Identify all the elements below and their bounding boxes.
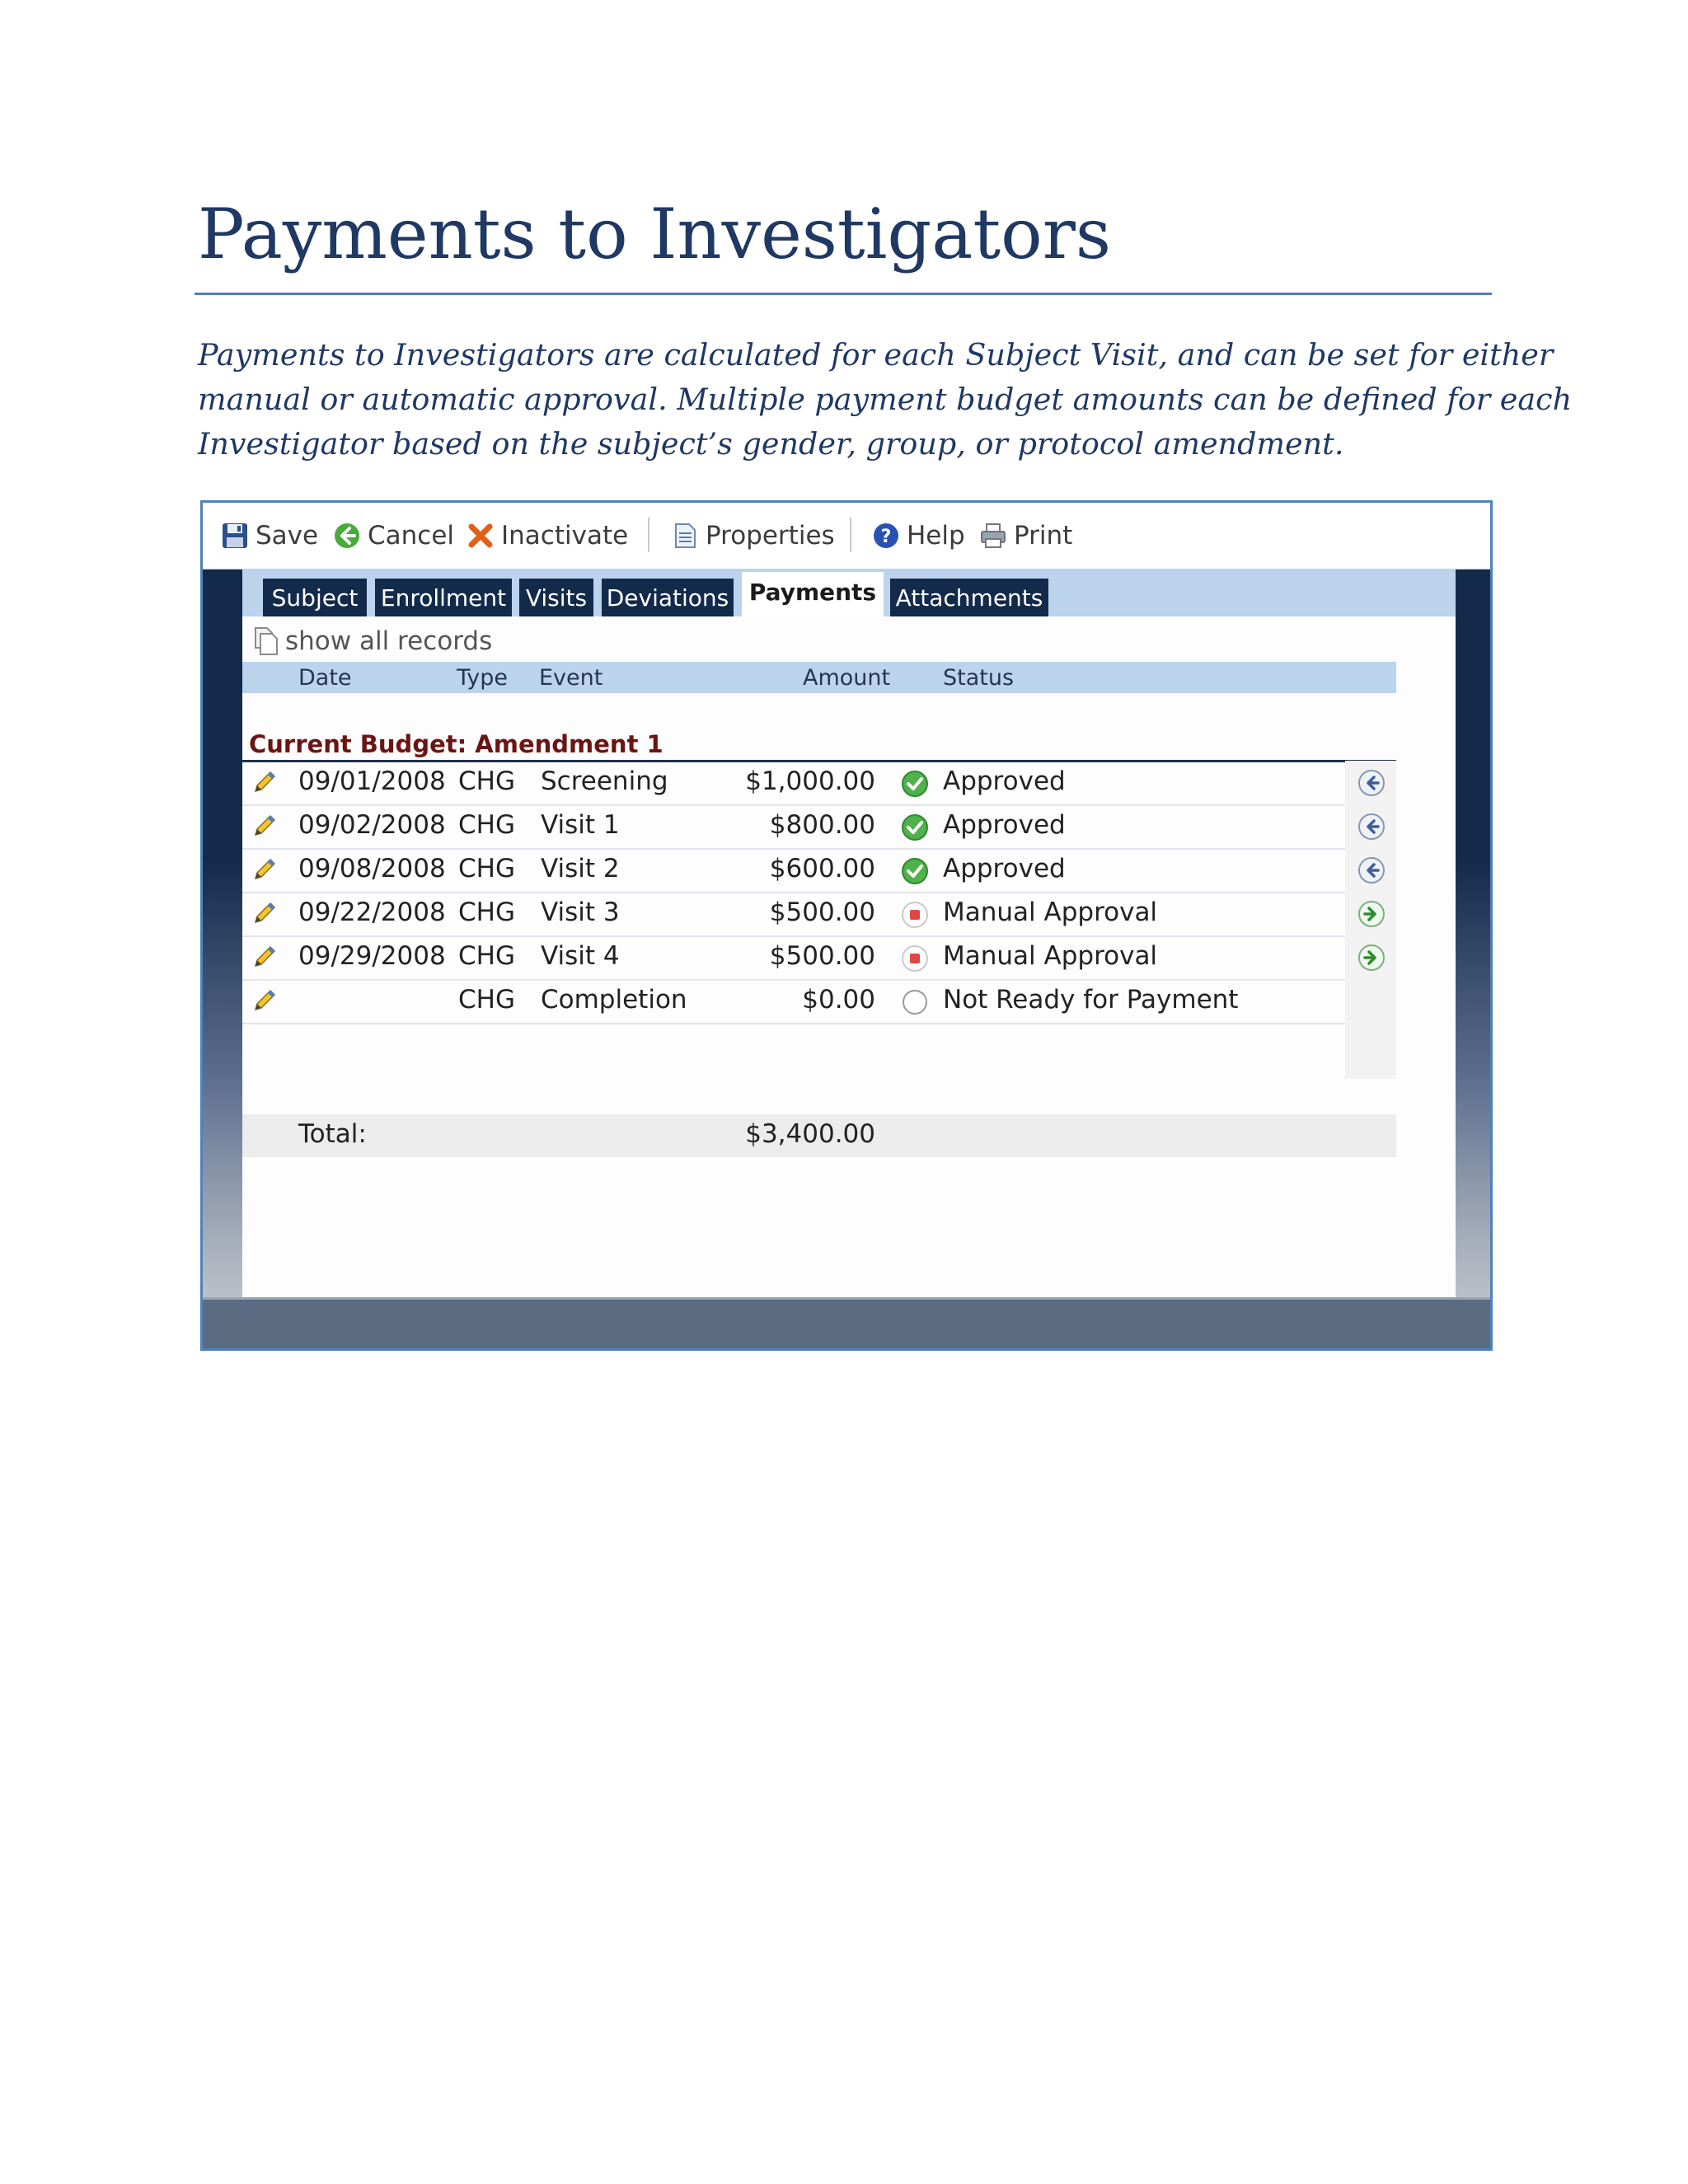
row-amount: $800.00 [769,810,875,840]
pencil-icon[interactable] [251,987,279,1015]
arrow-left-icon [1357,812,1386,841]
pencil-icon[interactable] [251,812,279,840]
tab-attachments[interactable]: Attachments [890,579,1048,616]
pencil-icon[interactable] [251,899,279,927]
check-circle-icon [900,769,930,799]
app-screenshot [200,500,1493,1351]
table-row [242,849,1345,893]
row-type: CHG [458,941,515,971]
tab-enrollment[interactable]: Enrollment [375,579,512,616]
print-button[interactable] [979,519,1072,552]
printer-icon [979,522,1007,550]
stop-circle-icon [900,944,930,973]
total-label: Total: [298,1119,367,1149]
row-event: Completion [541,985,687,1015]
toolbar-divider [850,518,851,552]
column-date[interactable]: Date [298,665,352,691]
record-pane [242,569,1456,1297]
arrow-left-icon [1357,768,1386,798]
row-amount: $0.00 [802,985,875,1015]
row-amount: $500.00 [769,898,875,927]
row-status: Not Ready for Payment [943,985,1239,1015]
pencil-icon[interactable] [251,943,279,971]
column-amount[interactable]: Amount [803,665,891,691]
row-date: 09/02/2008 [298,810,446,840]
row-status: Manual Approval [943,898,1158,927]
toolbar [203,503,1490,569]
intro-paragraph [198,333,1573,466]
row-amount: $500.00 [769,941,875,971]
document-icon [671,522,699,550]
arrow-left-icon[interactable] [1357,855,1386,885]
inactivate-button[interactable] [467,519,628,552]
row-event: Visit 3 [541,898,620,927]
row-type: CHG [458,985,515,1015]
cancel-label: Cancel [368,521,455,551]
row-event: Screening [541,766,668,796]
row-status: Approved [943,854,1066,883]
inactivate-label: Inactivate [501,521,629,551]
tab-visits[interactable]: Visits [519,579,593,616]
row-event: Visit 1 [541,810,620,840]
help-label: Help [907,521,965,551]
row-type: CHG [458,854,515,883]
table-row [242,762,1345,806]
row-date: 09/22/2008 [298,898,446,927]
row-status: Manual Approval [943,941,1158,971]
row-status: Approved [943,810,1066,840]
table-row [242,936,1345,981]
row-type: CHG [458,766,515,796]
row-type: CHG [458,898,515,927]
x-mark-icon [467,522,495,550]
status-bar [203,1297,1490,1351]
properties-label: Properties [706,521,835,551]
properties-button[interactable] [671,519,835,552]
column-type[interactable]: Type [457,665,509,691]
table-row [242,980,1345,1024]
arrow-right-icon [1357,943,1386,972]
cancel-button[interactable] [333,519,454,552]
save-label: Save [256,521,319,551]
print-label: Print [1014,521,1073,551]
arrow-left-icon[interactable] [1357,812,1386,841]
budget-heading: Current Budget: Amendment 1 [249,730,663,758]
help-button[interactable] [872,519,965,552]
tab-strip [242,569,1456,616]
total-amount: $3,400.00 [745,1119,875,1149]
row-amount: $1,000.00 [745,766,875,796]
toolbar-divider [648,518,649,552]
check-circle-icon [900,813,930,842]
show-all-label: show all records [285,626,493,656]
intro-line: Payments to Investigators are calculated for each Subject Visit, and can be set for either [198,337,1554,373]
column-event[interactable]: Event [539,665,603,691]
row-date: 09/29/2008 [298,941,446,971]
arrow-left-icon [1357,855,1386,885]
title-underline [195,293,1492,295]
tab-payments[interactable]: Payments [742,572,884,616]
check-circle-icon [900,856,930,886]
document-title: Payments to Investigators [198,194,1111,274]
row-date: 09/01/2008 [298,766,446,796]
pencil-icon[interactable] [251,768,279,796]
save-button[interactable] [221,519,318,552]
intro-line: manual or automatic approval. Multiple payment budget amounts can be defined for each [198,382,1573,417]
table-row [242,893,1345,937]
column-status[interactable]: Status [943,665,1015,691]
tab-subject[interactable]: Subject [263,579,367,616]
arrow-right-icon [1357,899,1386,929]
back-arrow-circle-icon [333,522,361,550]
empty-circle-icon [900,987,930,1017]
pencil-icon[interactable] [251,855,279,883]
row-amount: $600.00 [769,854,875,883]
intro-line: Investigator based on the subject’s gender, group, or protocol amendment. [198,426,1344,462]
show-all-records-link[interactable] [252,623,492,659]
arrow-right-icon[interactable] [1357,943,1386,972]
arrow-left-icon[interactable] [1357,768,1386,798]
row-status: Approved [943,766,1066,796]
arrow-right-icon[interactable] [1357,899,1386,929]
pages-icon [252,626,280,656]
svg-text:?: ? [880,527,892,547]
floppy-disk-icon [221,522,249,550]
row-event: Visit 4 [541,941,620,971]
row-event: Visit 2 [541,854,620,883]
tab-deviations[interactable]: Deviations [602,579,734,616]
row-date: 09/08/2008 [298,854,446,883]
column-header-row [242,662,1396,693]
question-circle-icon [872,522,900,550]
stop-circle-icon [900,900,930,930]
row-type: CHG [458,810,515,840]
total-row [242,1114,1396,1157]
table-row [242,805,1345,850]
